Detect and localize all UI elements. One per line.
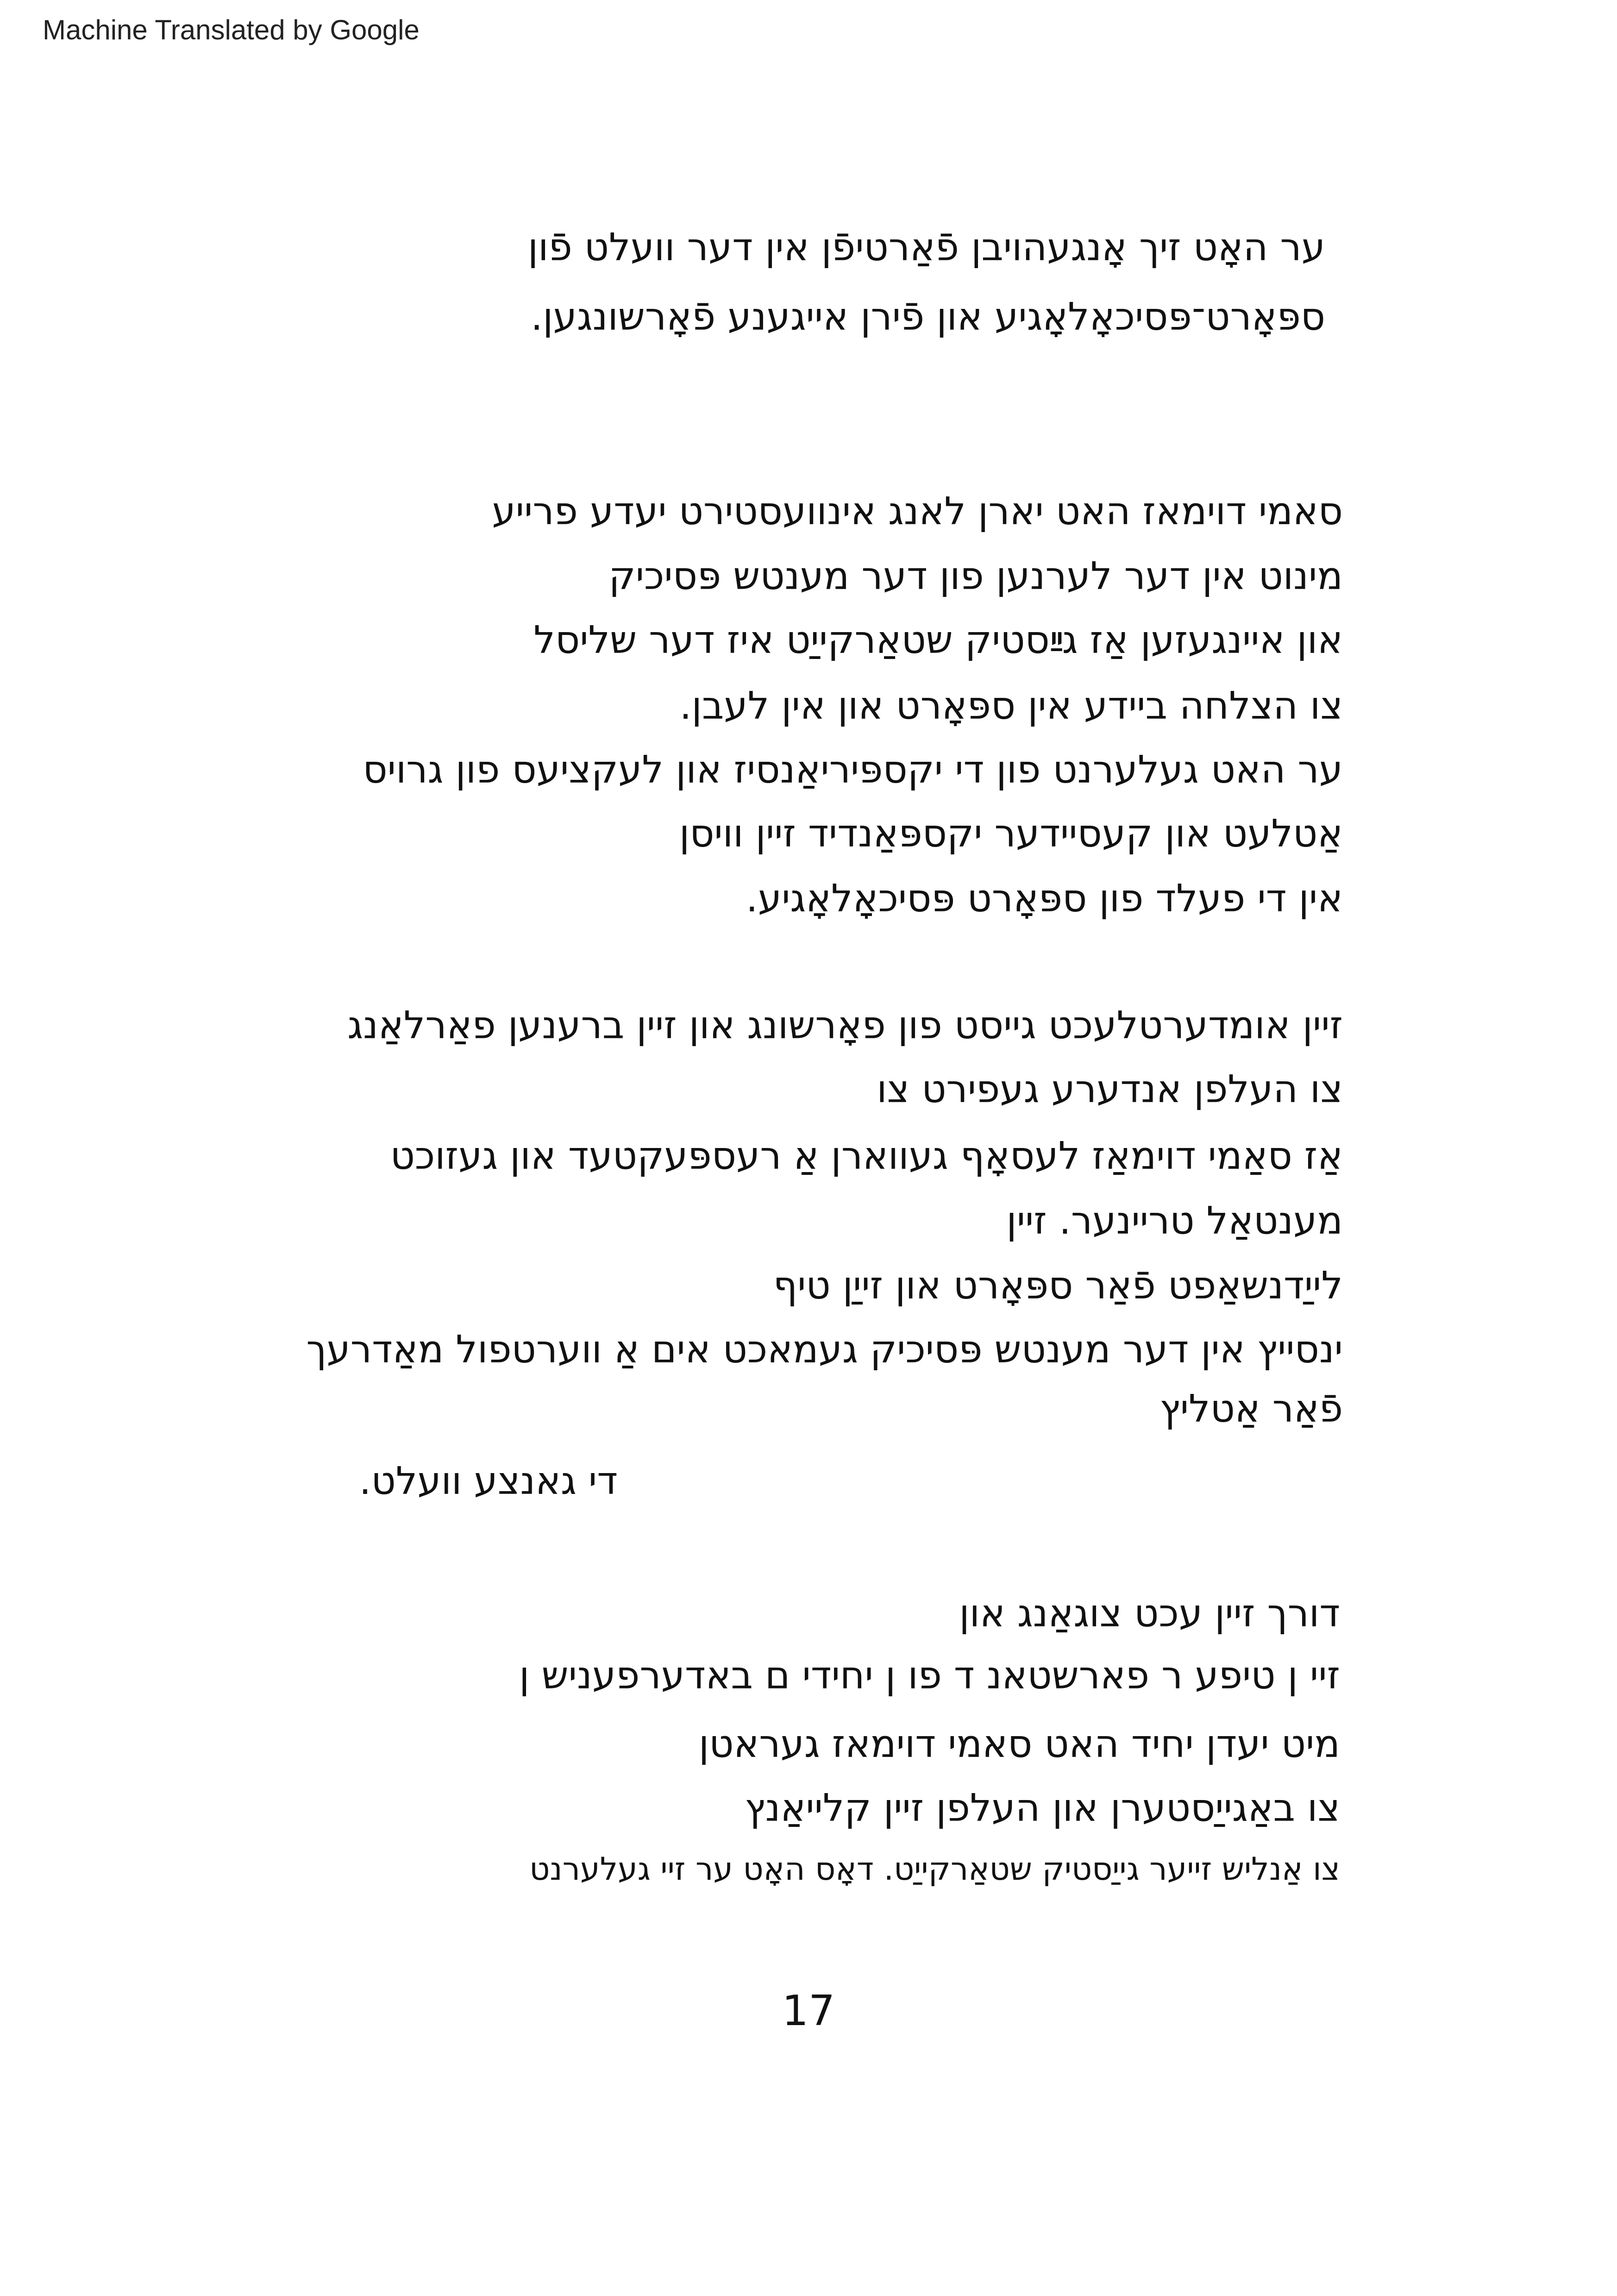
body-line: אַז סאַמי דוימאַז לעסאָף געווארן אַ רעספּעקטעד און געזוכט [390, 1134, 1343, 1178]
page-number: 17 [782, 1987, 835, 2035]
body-line: סאמי דוימאז האט יארן לאנג אינוועסטירט יעדע פרייע [492, 489, 1343, 533]
body-line: אַטלעט און קעסיידער יקספּאַנדיד זיין וויסן [679, 812, 1343, 856]
body-line: דורך זיין עכט צוגאַנג און [959, 1592, 1340, 1636]
body-line: מיט יעדן יחיד האט סאמי דוימאז געראטן [698, 1722, 1340, 1766]
body-line: צו אַנליש זייער גייַסטיק שטאַרקייַט. דאָס האָט ער זיי געלערנט [529, 1851, 1340, 1888]
body-line: לייַדנשאַפט פֿאַר ספּאָרט און זייַן טיף [773, 1264, 1343, 1308]
body-line: מענטאַל טריינער. זיין [1006, 1199, 1343, 1243]
body-line: צו הצלחה ביידע אין ספּאָרט און אין לעבן. [679, 684, 1343, 728]
body-line: און איינגעזען אַז גײַסטיק שטאַרקייַט איז דער שליסל [533, 618, 1343, 662]
body-line: מינוט אין דער לערנען פון דער מענטש פּסיכיק [608, 554, 1343, 598]
body-line: אין די פעלד פון ספּאָרט פּסיכאָלאָגיע. [746, 877, 1343, 921]
machine-translation-banner: Machine Translated by Google [43, 14, 420, 45]
body-line: צו באַגייַסטערן און העלפן זיין קלייאַנץ [745, 1786, 1340, 1830]
body-line: די גאנצע וועלט. [359, 1459, 618, 1503]
body-line: זיין אומדערטלעכט גייסט פון פאָרשונג און זיין ברענען פאַרלאַנג [347, 1004, 1343, 1048]
body-line: זיי ן טיפע ר פארשטאנ ד פו ן יחידי ם באדערפעניש ן [519, 1654, 1340, 1698]
body-line: צו העלפן אנדערע געפירט צו [877, 1067, 1343, 1111]
body-line: פֿאַר אַטליץ [1159, 1387, 1343, 1431]
body-line: ער האט געלערנט פון די יקספּיריאַנסיז און לעקציעס פון גרויס [363, 748, 1343, 792]
body-line: ינסייץ אין דער מענטש פּסיכיק געמאכט אים אַ ווערטפול מאַדרעך [306, 1328, 1343, 1372]
body-line: ספּאָרט־פּסיכאָלאָגיע און פֿירן אייגענע פֿאָרשונגען. [531, 295, 1325, 339]
body-line: ער האָט זיך אָנגעהויבן פֿאַרטיפֿן אין דער וועלט פֿון [527, 226, 1325, 270]
